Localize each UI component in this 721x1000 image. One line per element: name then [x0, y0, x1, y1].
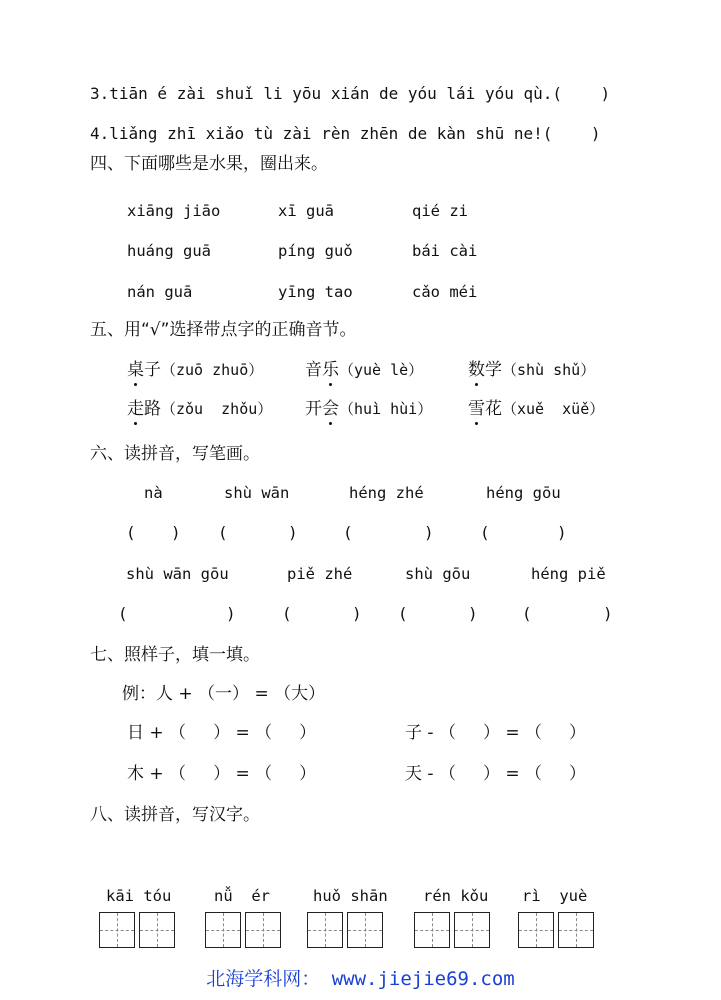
stroke-pinyin: piě zhé [287, 565, 353, 583]
section-4-title: 四、下面哪些是水果，圈出来。 [90, 154, 328, 174]
dotted-char: 走 [127, 399, 144, 419]
tianzige-box[interactable] [139, 912, 175, 948]
answer-paren-close: ) [171, 523, 181, 542]
equation: 天 - （ ） = （ ） [405, 764, 587, 784]
hanzi-pinyin: huǒ shān [313, 887, 388, 905]
stroke-pinyin: shù wān gōu [126, 565, 229, 583]
equation: 子 - （ ） = （ ） [405, 723, 587, 743]
dotted-char: 会 [322, 399, 339, 419]
tianzige-box[interactable] [558, 912, 594, 948]
tianzige-box[interactable] [307, 912, 343, 948]
answer-paren-close: ) [226, 604, 236, 623]
stroke-pinyin: héng gōu [486, 484, 561, 502]
answer-paren-close: ) [288, 523, 298, 542]
pronunciation-item: 走路（zǒu zhǒu） [127, 399, 273, 419]
pinyin-word: píng guǒ [278, 242, 353, 260]
pinyin-word: xī guā [278, 202, 334, 220]
answer-paren-open: ( [282, 604, 292, 623]
answer-paren-open: ( [522, 604, 532, 623]
answer-paren-open: ( [118, 604, 128, 623]
answer-paren-close: ) [603, 604, 613, 623]
footer-watermark: 北海学科网： www.jiejie69.com [206, 968, 515, 990]
answer-paren-close: ) [557, 523, 567, 542]
pronunciation-item: 开会（huì hùi） [305, 399, 433, 419]
section-8-title: 八、读拼音，写汉字。 [90, 805, 260, 825]
hanzi-pinyin: rì yuè [522, 887, 588, 905]
answer-paren-close: ) [352, 604, 362, 623]
question-4: 4.liǎng zhī xiǎo tù zài rèn zhēn de kàn shū ne!( ) [90, 124, 601, 143]
answer-paren-open: ( [126, 523, 136, 542]
answer-paren-open: ( [480, 523, 490, 542]
tianzige-box[interactable] [414, 912, 450, 948]
hanzi-pinyin: kāi tóu [106, 887, 172, 905]
dotted-char: 数 [468, 360, 485, 380]
pinyin-word: cǎo méi [412, 283, 478, 301]
section-6-title: 六、读拼音，写笔画。 [90, 444, 260, 464]
pronunciation-item: 数学（shù shǔ） [468, 360, 596, 380]
dotted-char: 雪 [468, 399, 485, 419]
answer-paren-open: ( [218, 523, 228, 542]
tianzige-box[interactable] [518, 912, 554, 948]
dotted-char: 桌 [127, 360, 144, 380]
pronunciation-item: 桌子（zuō zhuō） [127, 360, 264, 380]
example-equation: 例：人 + （一） = （大） [122, 684, 326, 704]
answer-paren-close: ) [468, 604, 478, 623]
answer-paren-close: ) [424, 523, 434, 542]
hanzi-pinyin: rén kǒu [423, 887, 489, 905]
answer-paren-open: ( [343, 523, 353, 542]
pronunciation-item: 音乐（yuè lè） [305, 360, 424, 380]
tianzige-box[interactable] [347, 912, 383, 948]
equation: 日 + （ ） = （ ） [127, 723, 317, 743]
section-5-title: 五、用“√”选择带点字的正确音节。 [90, 320, 357, 340]
stroke-pinyin: héng zhé [349, 484, 424, 502]
pinyin-word: qié zi [412, 202, 468, 220]
tianzige-box[interactable] [205, 912, 241, 948]
stroke-pinyin: nà [144, 484, 163, 502]
tianzige-box[interactable] [245, 912, 281, 948]
tianzige-box[interactable] [99, 912, 135, 948]
pronunciation-item: 雪花（xuě xüě） [468, 399, 605, 419]
dotted-char: 乐 [322, 360, 339, 380]
pinyin-word: bái cài [412, 242, 478, 260]
pinyin-word: huáng guā [127, 242, 211, 260]
section-7-title: 七、照样子，填一填。 [90, 645, 260, 665]
answer-paren-open: ( [398, 604, 408, 623]
pinyin-word: yīng tao [278, 283, 353, 301]
stroke-pinyin: shù gōu [405, 565, 471, 583]
stroke-pinyin: héng piě [531, 565, 606, 583]
tianzige-box[interactable] [454, 912, 490, 948]
equation: 木 + （ ） = （ ） [127, 764, 317, 784]
pinyin-word: nán guā [127, 283, 193, 301]
hanzi-pinyin: nǚ ér [214, 887, 270, 905]
question-3: 3.tiān é zài shuǐ li yōu xián de yóu lái yóu qù.( ) [90, 84, 611, 103]
stroke-pinyin: shù wān [224, 484, 290, 502]
pinyin-word: xiāng jiāo [127, 202, 221, 220]
